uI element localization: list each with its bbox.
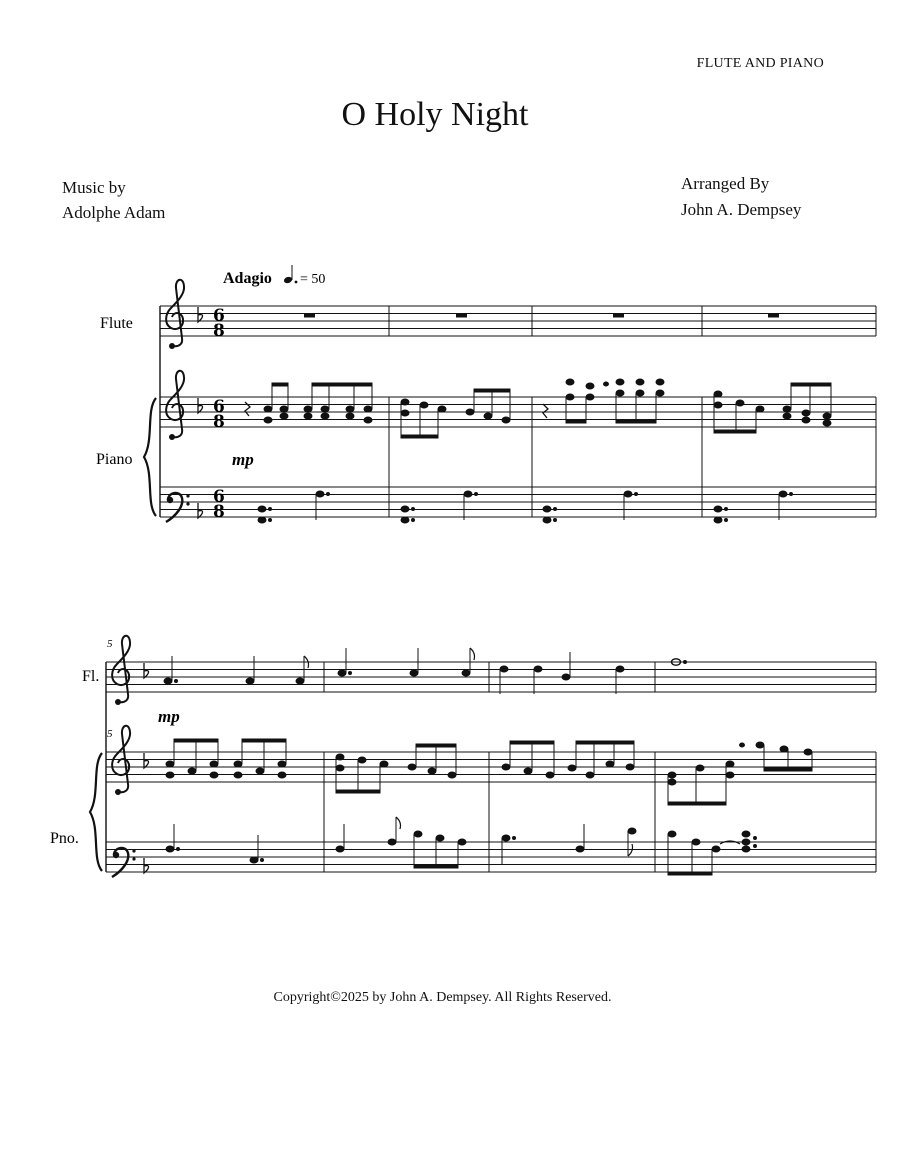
measure-number: 5	[107, 728, 113, 740]
time-signature-bottom: 8	[213, 412, 225, 432]
tempo-note-icon	[283, 276, 293, 285]
tempo-note-dot	[295, 281, 298, 284]
copyright-notice: Copyright©2025 by John A. Dempsey. All Rights Reserved.	[273, 990, 612, 1005]
arranger-credit-label: Arranged By	[681, 174, 770, 193]
tempo-marking: Adagio	[223, 270, 272, 287]
time-signature-top: 6	[213, 306, 225, 326]
piano-bass-notes-system2	[166, 817, 757, 875]
time-signature-top: 6	[213, 397, 225, 417]
page-title: O Holy Night	[341, 96, 529, 133]
arranger-name: John A. Dempsey	[681, 200, 802, 219]
tempo-bpm: = 50	[300, 272, 326, 287]
time-signature-bottom: 8	[213, 321, 225, 341]
flute-label: Flute	[100, 315, 133, 332]
piano-bass-notes-system1	[258, 491, 793, 523]
treble-clef-icon	[166, 371, 184, 440]
piano-brace-system1	[144, 398, 156, 516]
whole-rests	[304, 314, 779, 318]
flat-icon	[198, 503, 203, 518]
piano-brace-system2	[90, 753, 102, 871]
bass-clef-icon	[112, 848, 136, 877]
composer-name: Adolphe Adam	[62, 203, 166, 222]
dynamic-marking: mp	[158, 707, 180, 726]
flat-icon	[144, 858, 149, 873]
flat-icon	[198, 307, 203, 322]
piano-label: Piano	[96, 451, 133, 468]
piano-short-label: Pno.	[50, 830, 79, 847]
instrumentation-label: FLUTE AND PIANO	[696, 56, 824, 71]
bass-clef-icon	[166, 493, 190, 522]
composer-credit-label: Music by	[62, 178, 126, 197]
measure-number: 5	[107, 638, 113, 650]
flute-notes-system2	[164, 648, 687, 694]
treble-clef-icon	[166, 280, 184, 349]
piano-treble-notes-system1	[245, 379, 831, 438]
flat-icon	[198, 398, 203, 413]
dynamic-marking: mp	[232, 450, 254, 469]
flute-short-label: Fl.	[82, 668, 100, 685]
flat-icon	[144, 753, 149, 768]
time-signature-bottom: 8	[213, 502, 225, 522]
treble-clef-icon	[112, 726, 130, 795]
treble-clef-icon	[112, 636, 130, 705]
time-signature-top: 6	[213, 487, 225, 507]
flat-icon	[144, 663, 149, 678]
